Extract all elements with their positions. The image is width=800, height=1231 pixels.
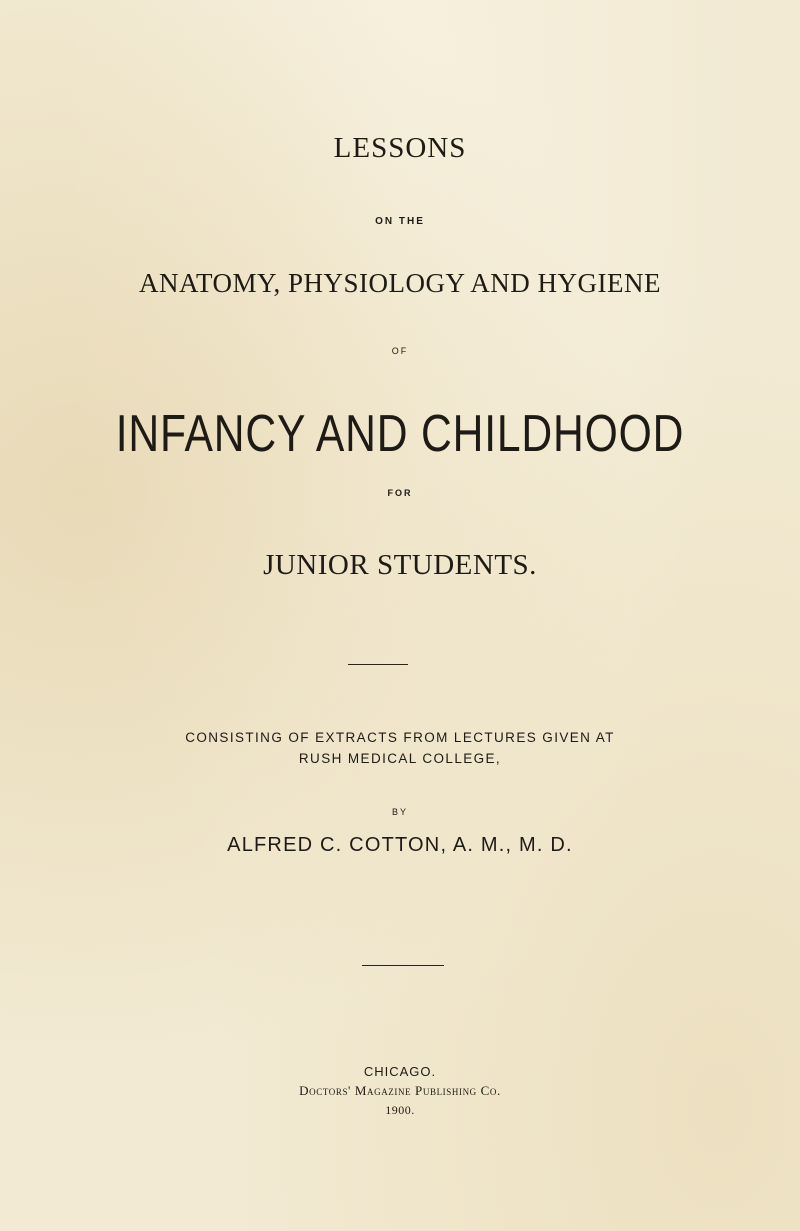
connector-of: OF [391, 346, 409, 356]
imprint-year: 1900. [385, 1103, 415, 1117]
main-title: INFANCY AND CHILDHOOD [115, 405, 685, 463]
connector-by: BY [391, 807, 408, 817]
connector-on-the: ON THE [375, 216, 425, 227]
subject-line: ANATOMY, PHYSIOLOGY AND HYGIENE [138, 268, 661, 298]
divider-rule-bottom [362, 965, 444, 966]
heading-lessons: LESSONS [333, 132, 467, 164]
connector-for: FOR [387, 488, 413, 498]
divider-rule-top [348, 664, 408, 665]
audience-line: JUNIOR STUDENTS. [263, 549, 537, 581]
imprint-publisher: Doctors' Magazine Publishing Co. [299, 1083, 501, 1098]
description-line-1: CONSISTING OF EXTRACTS FROM LECTURES GIVEN AT [185, 730, 615, 745]
author-line: ALFRED C. COTTON, A. M., M. D. [227, 834, 573, 856]
description-line-2: RUSH MEDICAL COLLEGE, [298, 751, 502, 766]
imprint-city: CHICAGO. [363, 1064, 437, 1079]
